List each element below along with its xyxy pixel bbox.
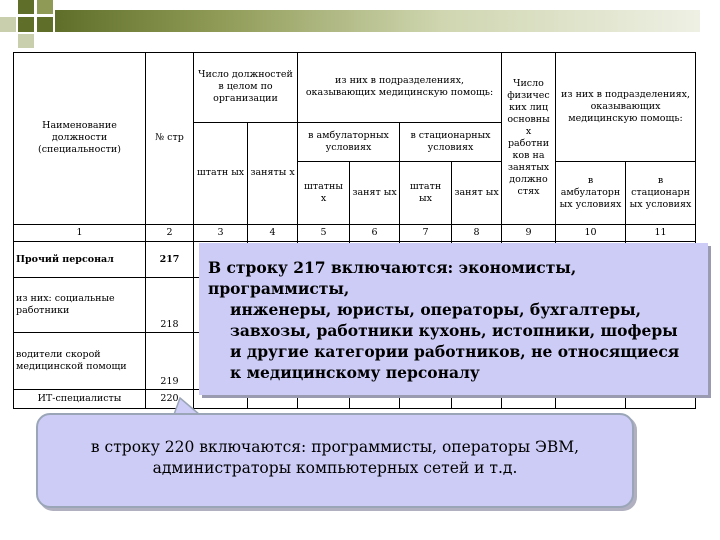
- callout-row-220: [36, 413, 634, 508]
- head-units-persons: из них в подразделениях, оказывающих медицинскую помощь:: [556, 53, 696, 162]
- head-units: из них в подразделениях, оказывающих медицинскую помощь:: [298, 53, 502, 123]
- head-persons-stac: в стационарн ых условиях: [626, 162, 696, 224]
- col-num: 5: [298, 224, 350, 242]
- col-num: 2: [146, 224, 194, 242]
- row-label: ИТ-специалисты: [14, 390, 146, 409]
- col-num: 10: [556, 224, 626, 242]
- row-num: 217: [146, 242, 194, 277]
- col-num: 1: [14, 224, 146, 242]
- row-num: 219: [146, 332, 194, 389]
- callout-220-line1: в строку 220 включаются: программисты, операторы ЭВМ,: [90, 438, 580, 456]
- callout-217-text: инженеры, юристы, операторы, бухгалтеры, завхозы, работники кухонь, истопники, шоферы и другие категории работников, не относящиеся к медицинскому персоналу: [230, 300, 680, 382]
- head-occ-8: занят ых: [452, 162, 502, 224]
- head-num: № стр: [146, 53, 194, 225]
- head-staff-7: штатн ых: [400, 162, 452, 224]
- head-staff: штатн ых: [194, 122, 248, 224]
- head-occ-6: занят ых: [350, 162, 400, 224]
- col-num: 3: [194, 224, 248, 242]
- row-label: Прочий персонал: [14, 242, 146, 277]
- callout-217-line1: В строку 217 включаются: экономисты, программисты,: [208, 258, 577, 298]
- head-persons: Число физичес ких лиц основны х работни ков на занятых должно стях: [502, 53, 556, 225]
- head-stac: в стационарных условиях: [400, 122, 502, 162]
- head-persons-ambul: в амбулаторн ых условиях: [556, 162, 626, 224]
- row-label: водители скорой медицинской помощи: [14, 332, 146, 389]
- head-positions: Число должностей в целом по организации: [194, 53, 298, 123]
- col-num: 6: [350, 224, 400, 242]
- col-num: 9: [502, 224, 556, 242]
- col-num: 11: [626, 224, 696, 242]
- head-name: Наименование должности (специальности): [14, 53, 146, 225]
- head-staff-5: штатны х: [298, 162, 350, 224]
- head-occupied: заняты х: [248, 122, 298, 224]
- row-num: 220: [146, 390, 194, 409]
- callout-220-line2: администраторы компьютерных сетей и т.д.: [152, 459, 518, 477]
- head-ambul: в амбулаторных условиях: [298, 122, 400, 162]
- col-num: 8: [452, 224, 502, 242]
- row-label: из них: социальные работники: [14, 277, 146, 332]
- col-num: 4: [248, 224, 298, 242]
- col-num: 7: [400, 224, 452, 242]
- row-num: 218: [146, 277, 194, 332]
